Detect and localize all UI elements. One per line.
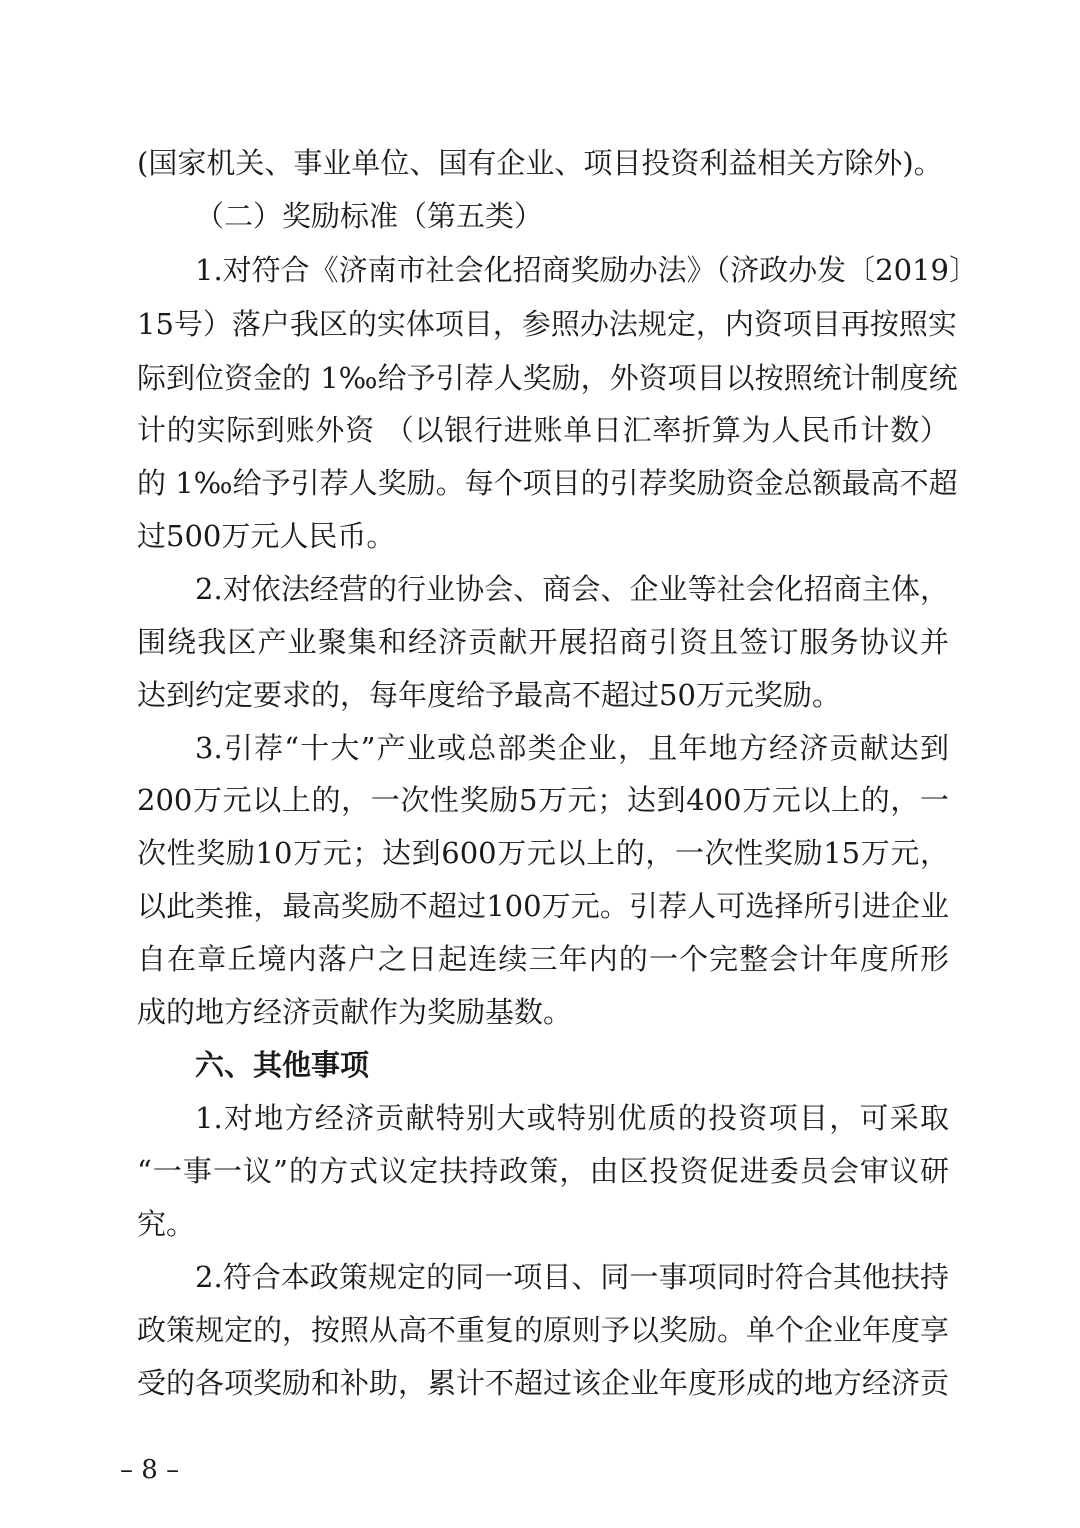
body-line-1: (国家机关、事业单位、国有企业、项目投资利益相关方除外)。: [137, 146, 943, 180]
body-line-11: 达到约定要求的，每年度给予最高不超过50万元奖励。: [137, 678, 841, 712]
page-number: – 8 –: [120, 1455, 180, 1485]
body-line-12: 3.引荐“十大”产业或总部类企业，且年地方经济贡献达到: [195, 731, 949, 765]
body-line-3: 1.对符合《济南市社会化招商奖励办法》（济政办发〔2019〕: [195, 253, 978, 287]
body-line-5: 际到位资金的 1‰给予引荐人奖励，外资项目以按照统计制度统: [137, 361, 958, 395]
body-line-16: 自在章丘境内落户之日起连续三年内的一个完整会计年度所形: [137, 942, 949, 976]
body-line-23: 政策规定的，按照从高不重复的原则予以奖励。单个企业年度享: [137, 1313, 950, 1347]
body-line-20: “一事一议”的方式议定扶持政策，由区投资促进委员会审议研: [137, 1154, 949, 1188]
body-line-22: 2.符合本政策规定的同一项目、同一事项同时符合其他扶持: [195, 1260, 949, 1294]
body-line-10: 围绕我区产业聚集和经济贡献开展招商引资且签订服务协议并: [137, 625, 949, 659]
body-line-9: 2.对依法经营的行业协会、商会、企业等社会化招商主体，: [195, 572, 949, 606]
body-line-8: 过500万元人民币。: [137, 519, 396, 553]
body-line-17: 成的地方经济贡献作为奖励基数。: [137, 995, 573, 1029]
body-line-15: 以此类推，最高奖励不超过100万元。引荐人可选择所引进企业: [137, 889, 949, 923]
section-subheading-reward-standard: （二）奖励标准（第五类）: [195, 199, 544, 233]
body-line-14: 次性奖励10万元；达到600万元以上的，一次性奖励15万元，: [137, 836, 949, 870]
section-heading-other-matters: 六、其他事项: [195, 1048, 370, 1082]
body-line-24: 受的各项奖励和补助，累计不超过该企业年度形成的地方经济贡: [137, 1366, 950, 1400]
body-line-19: 1.对地方经济贡献特别大或特别优质的投资项目，可采取: [195, 1101, 949, 1135]
body-line-7: 的 1‰给予引荐人奖励。每个项目的引荐奖励资金总额最高不超: [137, 466, 958, 500]
body-line-13: 200万元以上的，一次性奖励5万元；达到400万元以上的，一: [137, 783, 949, 817]
body-line-4: 15号）落户我区的实体项目，参照办法规定，内资项目再按照实: [137, 307, 957, 341]
body-line-21: 究。: [137, 1207, 196, 1241]
body-line-6: 计的实际到账外资 （以银行进账单日汇率折算为人民币计数）: [137, 413, 949, 447]
